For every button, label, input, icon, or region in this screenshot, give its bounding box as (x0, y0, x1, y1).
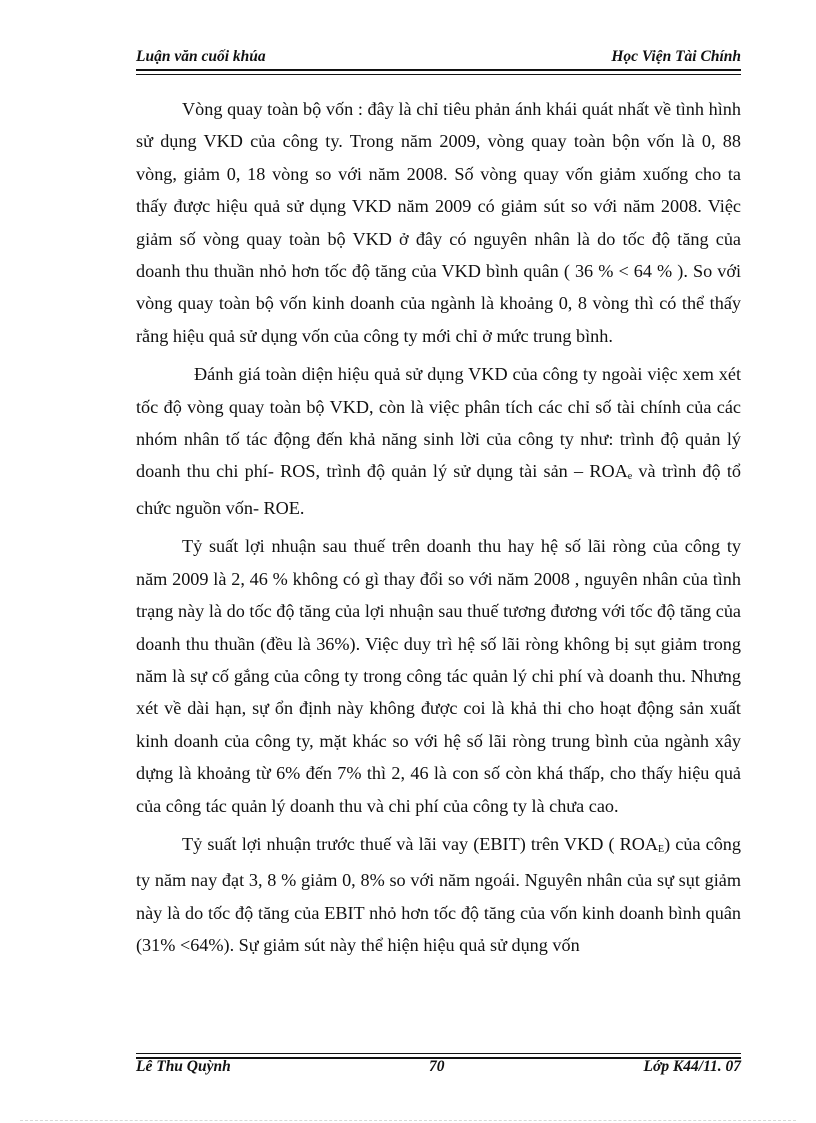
page-footer (136, 1058, 741, 1080)
footer-class: Lớp K44/11. 07 (643, 1058, 741, 1075)
page-edge-divider (20, 1120, 796, 1121)
paragraph-overall-evaluation (136, 358, 741, 524)
document-body (136, 93, 741, 968)
header-rule-thin (136, 74, 741, 75)
paragraph-text: Tỷ suất lợi nhuận trước thuế và lãi vay (EBIT) trên VKD ( ROA (182, 833, 659, 854)
header-thesis-title: Luận văn cuối khúa (136, 48, 266, 65)
paragraph-text-tail: ) của công ty năm nay đạt 3, 8 % giảm 0, 8% so với năm ngoái. Nguyên nhân của sự sụt giảm này là do tốc độ tăng của EBIT nhỏ hơn tốc độ tăng của vốn kinh doanh bình quân (31% <64%). Sự giảm sút này thể hiện hiệu quả sử dụng vốn (136, 833, 741, 956)
footer-author: Lê Thu Quỳnh (136, 1058, 231, 1075)
paragraph-roa-ebit (136, 828, 741, 962)
paragraph-text: Đánh giá toàn diện hiệu quả sử dụng VKD của công ty ngoài việc xem xét tốc độ vòng quay toàn bộ VKD, còn là việc phân tích các chỉ số tài chính của các nhóm nhân tố tác động đến khả năng sinh lời của công ty như: trình độ quản lý doanh thu chi phí- ROS, trình độ quản lý sử dụng tài sản – ROA (136, 364, 741, 482)
paragraph-asset-turnover: Vòng quay toàn bộ vốn : đây là chỉ tiêu phản ánh khái quát nhất về tình hình sử dụng VKD của công ty. Trong năm 2009, vòng quay toàn bộn vốn là 0, 88 vòng, giảm 0, 18 vòng so với năm 2008. Số vòng quay vốn giảm xuống cho ta thấy được hiệu quả sử dụng VKD năm 2009 có giảm sút so với năm 2008. Việc giảm số vòng quay toàn bộ VKD ở đây có nguyên nhân là do tốc độ tăng của doanh thu thuần nhỏ hơn tốc độ tăng của VKD bình quân ( 36 % < 64 % ). So với vòng quay toàn bộ vốn kinh doanh của ngành là khoảng 0, 8 vòng thì có thể thấy rằng hiệu quả sử dụng vốn của công ty mới chỉ ở mức trung bình. (136, 99, 741, 346)
subscript: e (627, 471, 633, 483)
header-rule-thick (136, 69, 741, 71)
paragraph-net-profit-margin: Tỷ suất lợi nhuận sau thuế trên doanh thu hay hệ số lãi ròng của công ty năm 2009 là 2, 46 % không có gì thay đổi so với năm 2008 , nguyên nhân của tình trạng này là do tốc độ tăng của lợi nhuận sau thuế tương đương với tốc độ tăng của doanh thu thuần (đều là 36%). Việc duy trì hệ số lãi ròng không bị sụt giảm trong năm là sự cố gắng của công ty trong công tác quản lý chi phí và doanh thu. Nhưng xét về dài hạn, sự ổn định này không được coi là khả thi cho hoạt động sản xuất kinh doanh của công ty, mặt khác so với hệ số lãi ròng trung bình của ngành xây dựng là khoảng từ 6% đến 7% thì 2, 46 là con số còn khá thấp, cho thấy hiệu quả của công tác quản lý doanh thu và chi phí của công ty là chưa cao. (136, 536, 741, 816)
subscript: E (658, 843, 665, 855)
paragraph-text-tail: và trình độ tổ chức nguồn vốn- ROE. (136, 461, 741, 518)
header-institution: Học Viện Tài Chính (611, 48, 741, 65)
page-number: 70 (429, 1058, 445, 1075)
footer-rule-thin (136, 1053, 741, 1054)
